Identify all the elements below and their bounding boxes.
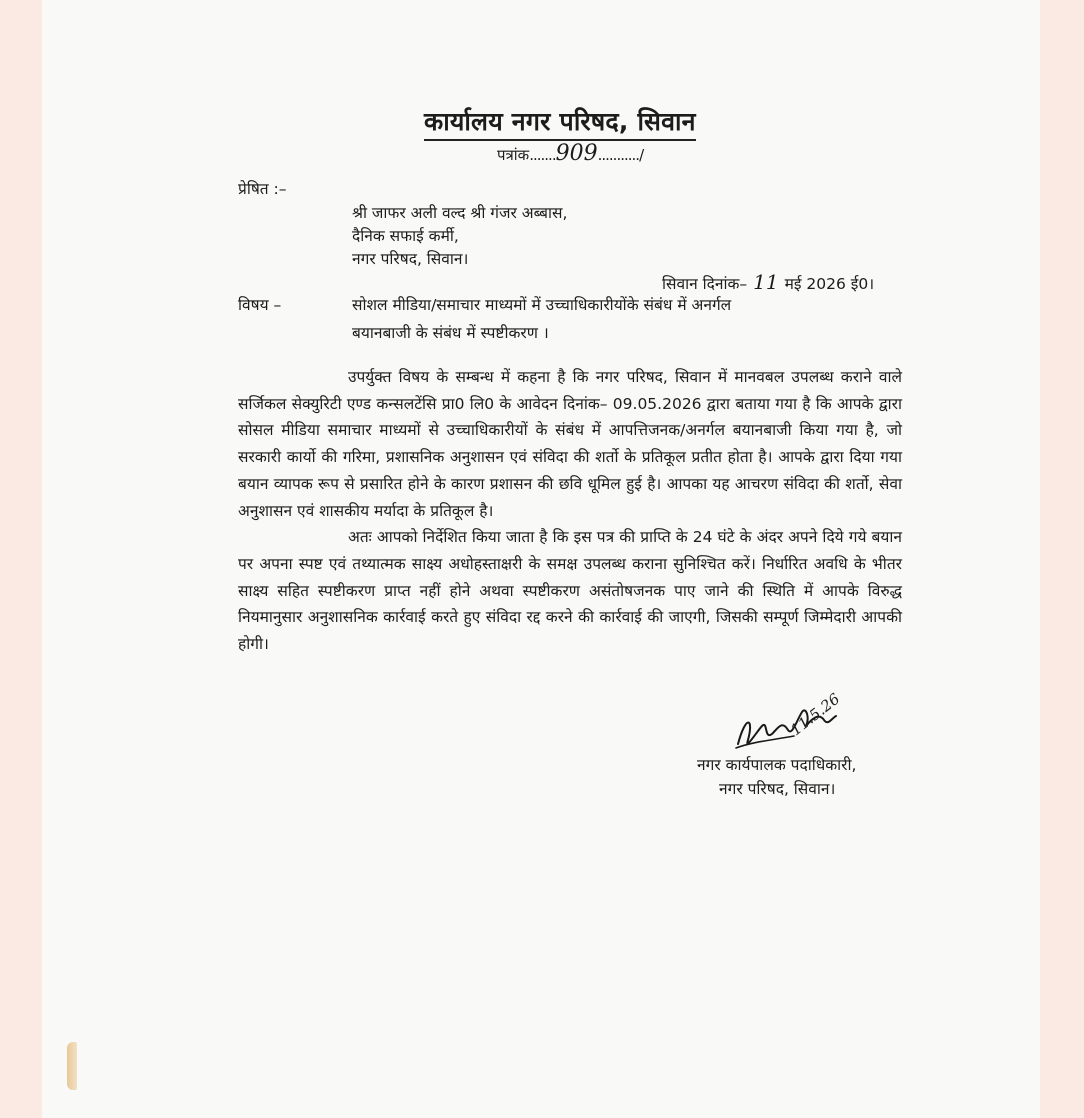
recipient-role: दैनिक सफाई कर्मी, (352, 227, 459, 245)
office-title: कार्यालय नगर परिषद, सिवान (424, 104, 696, 141)
signatory-designation: नगर कार्यपालक पदाधिकारी, (697, 756, 857, 774)
subject-line-2: बयानबाजी के संबंध में स्पष्टीकरण । (352, 324, 549, 342)
reference-suffix: / (639, 146, 645, 164)
signatory-office: नगर परिषद, सिवान। (719, 780, 836, 798)
margin-mark (67, 1042, 77, 1090)
subject-line-1: सोशल मीडिया/समाचार माध्यमों में उच्चाधिकारीयोंके संबंध में अनर्गल (352, 296, 732, 314)
reference-number: 909 (555, 141, 598, 166)
letter-body (238, 364, 902, 658)
date-day-handwritten: 11 (753, 270, 779, 294)
body-paragraph-1: उपर्युक्त विषय के सम्बन्ध में कहना है कि नगर परिषद, सिवान में मानवबल उपलब्ध कराने वाले सर्जिकल सेक्युरिटी एण्ड कन्सलटेंसि प्रा0 लि0 के आवेदन दिनांक– 09.05.2026 द्वारा बताया गया है कि आपके द्वारा सोसल मीडिया समाचार माध्यमों से उच्चाधिकारीयों के संबंध में आपत्तिजनक/अनर्गल बयानबाजी किया गया है, जो सरकारी कार्यो की गरिमा, प्रशासनिक अनुशासन एवं संविदा की शर्तो के प्रतिकूल प्रतीत होता है। आपके द्वारा दिया गया बयान व्यापक रूप से प्रसारित होने के कारण प्रशासन की छवि धूमिल हुई है। आपका यह आचरण संविदा की शर्तो, सेवा अनुशासन एवं शासकीय मर्यादा के प्रतिकूल है। (238, 368, 902, 520)
recipient-name: श्री जाफर अली वल्द श्री गंजर अब्बास, (352, 204, 568, 222)
date-rest: मई 2026 ई0। (784, 275, 875, 293)
reference-number-line: पत्रांक.......909.........../ (497, 141, 645, 166)
recipient-label: प्रेषित :– (238, 180, 287, 198)
reference-label: पत्रांक (497, 146, 530, 164)
subject-label: विषय – (238, 296, 282, 314)
recipient-organization: नगर परिषद, सिवान। (352, 250, 469, 268)
date-line (662, 270, 874, 294)
date-prefix: सिवान दिनांक– (662, 275, 748, 293)
signature-date: 11.5.26 (787, 689, 844, 740)
body-paragraph-2: अतः आपको निर्देशित किया जाता है कि इस पत्र की प्राप्ति के 24 घंटे के अंदर अपने दिये गये बयान पर अपना स्पष्ट एवं तथ्यात्मक साक्ष्य अधोहस्ताक्षरी के समक्ष उपलब्ध कराना सुनिश्चित करें। निर्धारित अवधि के भीतर साक्ष्य सहित स्पष्टीकरण प्राप्त नहीं होने अथवा स्पष्टीकरण असंतोषजनक पाए जाने की स्थिति में आपके विरुद्ध नियमानुसार अनुशासनिक कार्रवाई करते हुए संविदा रद्द करने की कार्रवाई की जाएगी, जिसकी सम्पूर्ण जिम्मेदारी आपकी होगी। (238, 528, 902, 654)
